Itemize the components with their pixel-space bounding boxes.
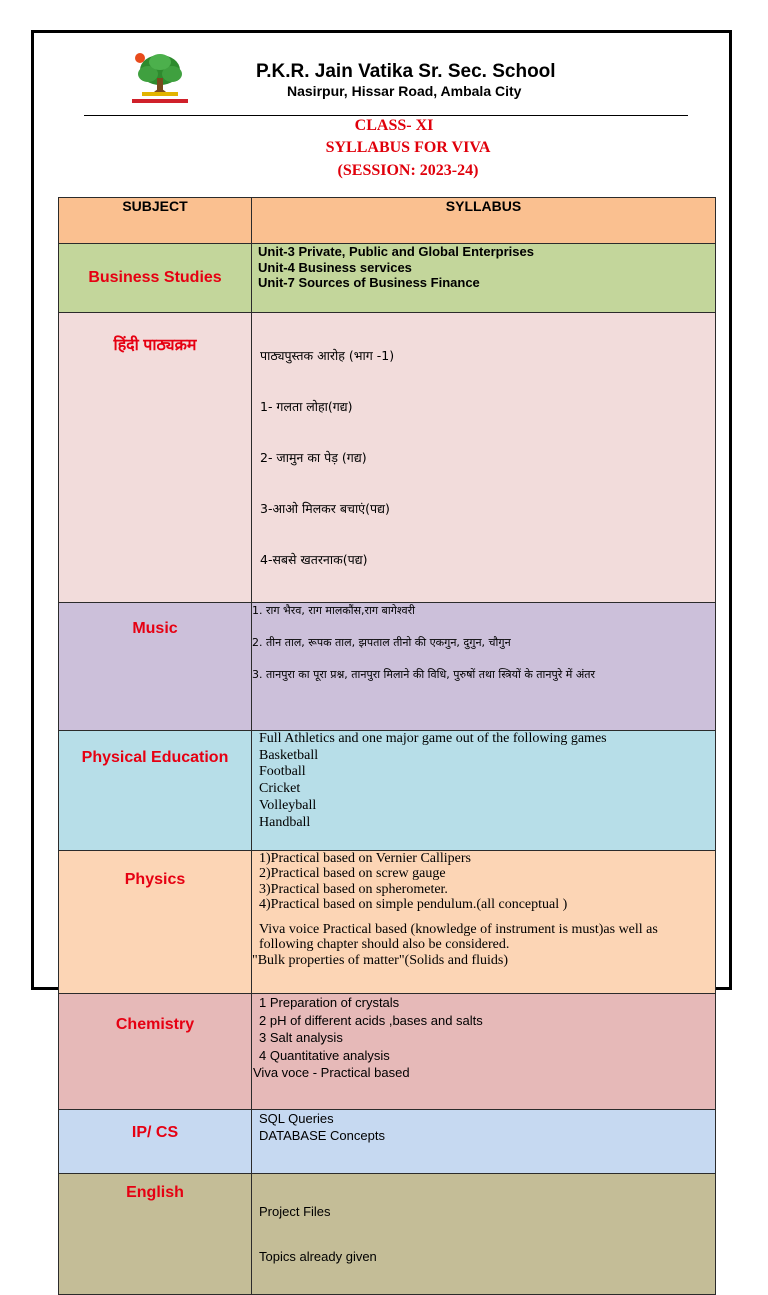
class-heading: CLASS- XI — [354, 117, 434, 134]
syllabus-line: Volleyball — [259, 797, 317, 813]
table-header-row — [59, 198, 716, 244]
syllabus-line — [252, 651, 715, 667]
syllabus-ip-cs — [252, 1110, 716, 1174]
table-row — [59, 731, 716, 851]
syllabus-chemistry — [252, 994, 716, 1110]
syllabus-line: SQL Queries — [259, 1111, 334, 1126]
syllabus-line: "Bulk properties of matter"(Solids and fluids) — [252, 952, 508, 968]
syllabus-line: Topics already given — [259, 1249, 377, 1264]
header-divider — [84, 115, 688, 116]
syllabus-line: 2- जामुन का पेड़ (गद्य) — [260, 450, 367, 465]
syllabus-line: Viva voce - Practical based — [253, 1065, 410, 1080]
table-row — [59, 313, 716, 603]
syllabus-line: 1 Preparation of crystals — [259, 995, 400, 1010]
syllabus-line: 4 Quantitative analysis — [259, 1047, 390, 1063]
syllabus-line: Unit-3 Private, Public and Global Enterprises — [258, 244, 534, 259]
syllabus-line: Viva voice Practical based (knowledge of instrument is must)as well as — [259, 922, 658, 938]
syllabus-line: Football — [259, 764, 306, 780]
subject-music: Music — [59, 603, 252, 731]
subject-physical-education: Physical Education — [59, 731, 252, 851]
syllabus-physics — [252, 851, 716, 994]
syllabus-line — [252, 912, 715, 922]
subject-english: English — [59, 1174, 252, 1295]
syllabus-line: Full Athletics and one major game out of the following games — [259, 731, 607, 746]
table-row — [59, 1174, 716, 1295]
syllabus-line: Handball — [259, 814, 311, 830]
syllabus-line: 3. तानपुरा का पूरा प्रश्न, तानपुरा मिलाने की विधि, पुरुषों तथा स्त्रियों के तानपुरे में अंतर — [252, 668, 595, 681]
syllabus-line: Unit-4 Business services — [258, 259, 412, 275]
table-row — [59, 244, 716, 313]
syllabus-line: Unit-7 Sources of Business Finance — [258, 275, 480, 290]
subject-physics: Physics — [59, 851, 252, 994]
syllabus-line: 1- गलता लोहा(गद्य) — [260, 399, 353, 414]
syllabus-line: 3)Practical based on spherometer. — [259, 881, 448, 897]
syllabus-physical-education — [252, 731, 716, 851]
syllabus-line: 2. तीन ताल, रूपक ताल, झपताल तीनो की एकगुन, दुगुन, चौगुन — [252, 636, 511, 649]
subject-business-studies: Business Studies — [59, 244, 252, 313]
syllabus-english — [252, 1174, 716, 1295]
syllabus-line: DATABASE Concepts — [259, 1128, 385, 1143]
syllabus-music — [252, 603, 716, 731]
syllabus-line: Basketball — [259, 747, 319, 763]
school-address: Nasirpur, Hissar Road, Ambala City — [287, 83, 522, 99]
syllabus-line — [252, 619, 715, 635]
syllabus-line: पाठ्यपुस्तक आरोह (भाग -1) — [260, 348, 395, 363]
subject-column-header: SUBJECT — [59, 198, 252, 244]
school-name: P.K.R. Jain Vatika Sr. Sec. School — [256, 61, 556, 82]
syllabus-hindi — [252, 313, 716, 603]
table-row — [59, 603, 716, 731]
syllabus-line: 1)Practical based on Vernier Callipers — [259, 851, 472, 866]
subject-hindi: हिंदी पाठ्यक्रम — [59, 313, 252, 603]
subject-ip-cs: IP/ CS — [59, 1110, 252, 1174]
syllabus-line: Project Files — [259, 1204, 331, 1219]
table-row — [59, 994, 716, 1110]
syllabus-title: SYLLABUS FOR VIVA — [325, 139, 491, 156]
syllabus-line: 2 pH of different acids ,bases and salts — [259, 1012, 483, 1028]
syllabus-line: following chapter should also be considered. — [259, 937, 510, 953]
syllabus-line: 4-सबसे खतरनाक(पद्य) — [260, 552, 368, 567]
syllabus-column-header: SYLLABUS — [252, 198, 716, 244]
school-logo-tree-icon — [128, 48, 190, 106]
syllabus-line: 3 Salt analysis — [259, 1030, 343, 1045]
syllabus-line: 1. राग भैरव, राग मालकौंस,राग बागेश्वरी — [252, 604, 416, 617]
syllabus-line: 4)Practical based on simple pendulum.(all conceptual ) — [259, 896, 568, 912]
syllabus-line: 3-आओ मिलकर बचाएं(पद्य) — [260, 501, 390, 516]
table-row — [59, 851, 716, 994]
table-row — [59, 1110, 716, 1174]
syllabus-line: 2)Practical based on screw gauge — [259, 866, 446, 882]
session-heading: (SESSION: 2023-24) — [337, 162, 479, 179]
syllabus-line: Cricket — [259, 781, 301, 797]
subject-chemistry: Chemistry — [59, 994, 252, 1110]
syllabus-table — [58, 197, 716, 1295]
syllabus-business-studies — [252, 244, 716, 313]
